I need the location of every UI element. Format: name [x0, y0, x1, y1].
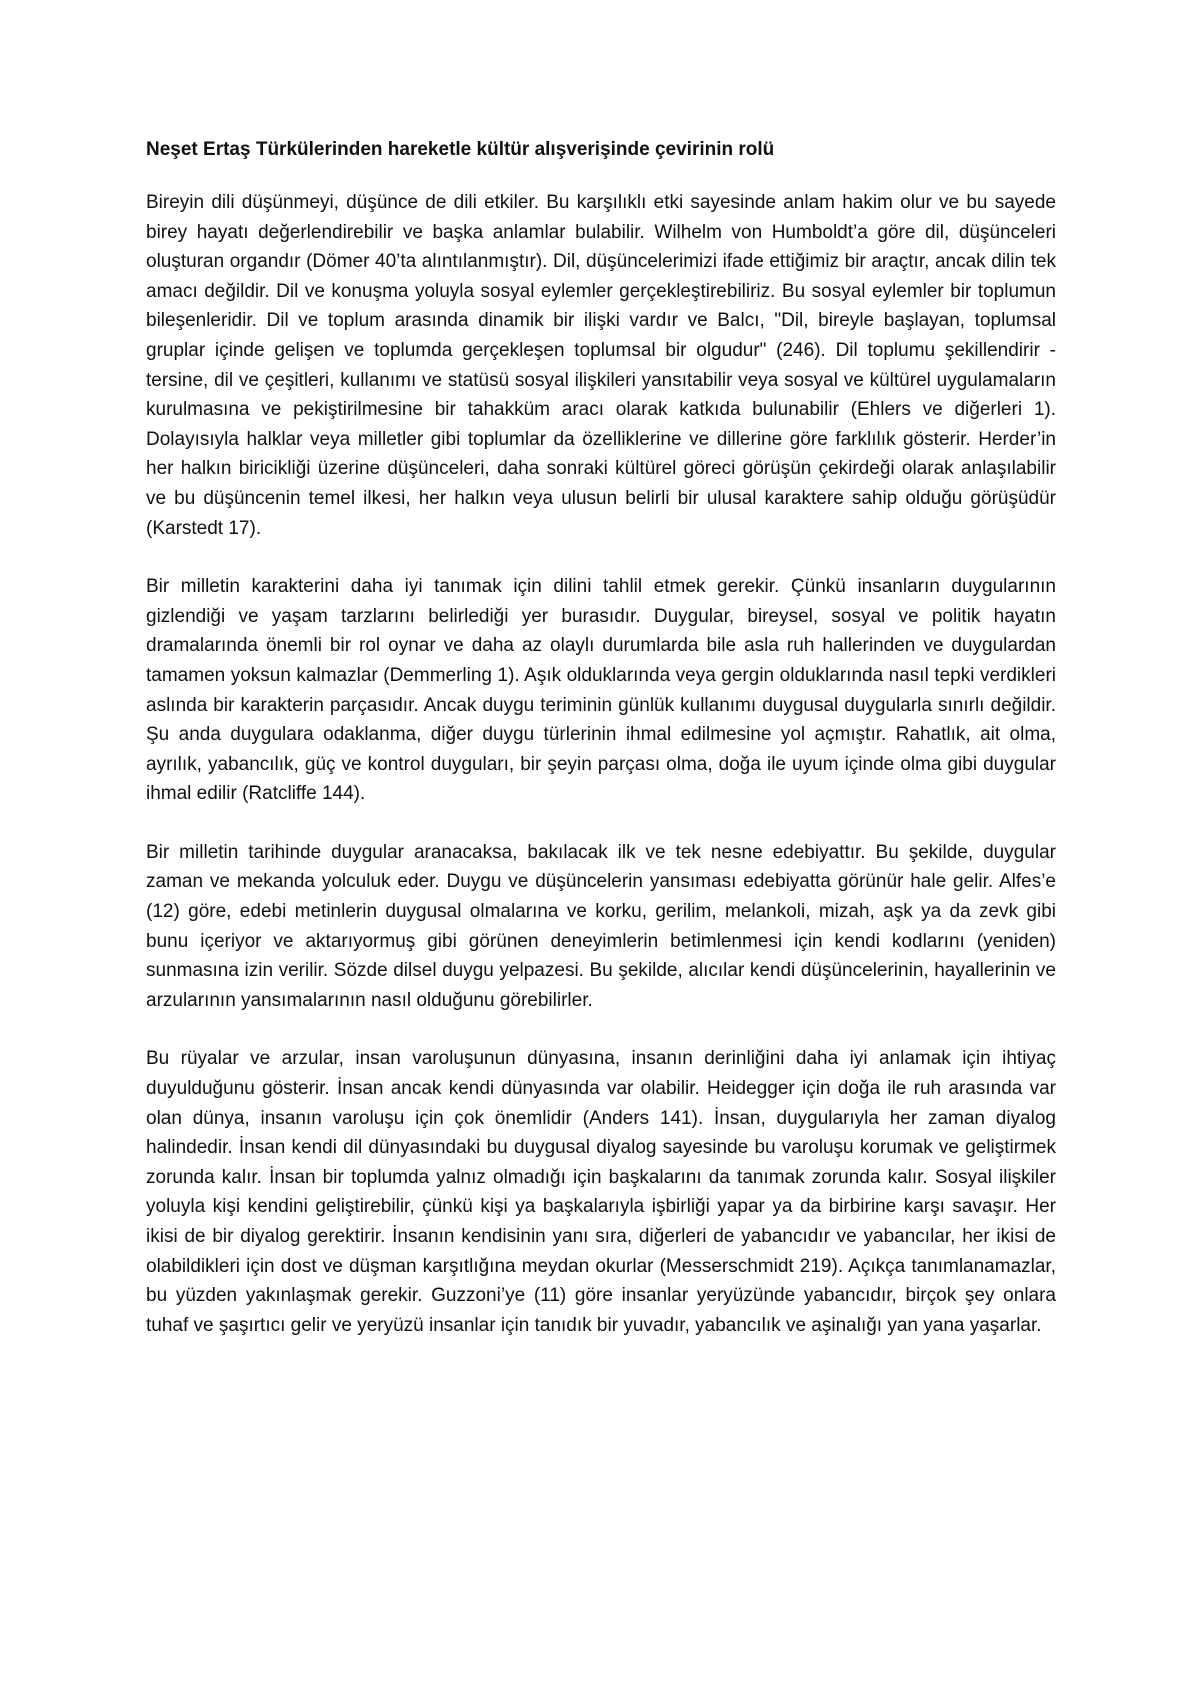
paragraph-3: Bir milletin tarihinde duygular aranacaksa, bakılacak ilk ve tek nesne edebiyattır. Bu şekilde, duygular zaman ve mekanda yolculuk eder. Duygu ve düşüncelerin yansıması edebiyatta görünür hale gelir. Alfes’e (12) göre, edebi metinlerin duygusal olmalarına ve korku, gerilim, melankoli, mizah, aşk ya da zevk gibi bunu içeriyor ve aktarıyormuş gibi görünen deneyimlerin betimlenmesi için kendi kodlarını (yeniden) sunmasına izin verilir. Sözde dilsel duygu yelpazesi. Bu şekilde, alıcılar kendi düşüncelerinin, hayallerinin ve arzularının yansımalarının nasıl olduğunu görebilirler. [146, 841, 1056, 1011]
paragraph-1: Bireyin dili düşünmeyi, düşünce de dili etkiler. Bu karşılıklı etki sayesinde anlam hakim olur ve bu sayede birey hayatı değerlendirebilir ve başka anlamlar bulabilir. Wilhelm von Humboldt’a göre dil, düşünceleri oluşturan organdır (Dömer 40’ta alıntılanmıştır). Dil, düşüncelerimizi ifade ettiğimiz bir araçtır, ancak dilin tek amacı değildir. Dil ve konuşma yoluyla sosyal eylemler gerçekleştirebiliriz. Bu sosyal eylemler bir toplumun bileşenleridir. Dil ve toplum arasında dinamik bir ilişki vardır ve Balcı, "Dil, bireyle başlayan, toplumsal gruplar içinde gelişen ve toplumda gerçekleşen toplumsal bir olgudur" (246). Dil toplumu şekillendirir - tersine, dil ve çeşitleri, kullanımı ve statüsü sosyal ilişkileri yansıtabilir veya sosyal ve kültürel uygulamaların kurulmasına ve pekiştirilmesine bir tahakküm aracı olarak katkıda bulunabilir (Ehlers ve diğerleri 1). Dolayısıyla halklar veya milletler gibi toplumlar da özelliklerine ve dillerine göre farklılık gösterir. Herder’in her halkın biricikliği üzerine düşünceleri, daha sonraki kültürel göreci görüşün çekirdeği olarak anlaşılabilir ve bu düşüncenin temel ilkesi, her halkın veya ulusun belirli bir ulusal karaktere sahip olduğu görüşüdür (Karstedt 17). [146, 192, 1056, 539]
paragraph-2: Bir milletin karakterini daha iyi tanımak için dilini tahlil etmek gerekir. Çünkü insanların duygularının gizlendiği ve yaşam tarzlarını belirlediği yer burasıdır. Duygular, bireysel, sosyal ve politik hayatın dramalarında önemli bir rol oynar ve daha az olaylı durumlarda bile asla ruh hallerinden ve duygulardan tamamen yoksun kalmazlar (Demmerling 1). Aşık olduklarında veya gergin olduklarında nasıl tepki verdikleri aslında bir karakterin parçasıdır. Ancak duygu teriminin günlük kullanımı duygusal duygularla sınırlı değildir. Şu anda duygulara odaklanma, diğer duygu türlerinin ihmal edilmesine yol açmıştır. Rahatlık, ait olma, ayrılık, yabancılık, güç ve kontrol duyguları, bir şeyin parçası olma, doğa ile uyum içinde olma gibi duygular ihmal edilir (Ratcliffe 144). [146, 576, 1056, 805]
document-title: Neşet Ertaş Türkülerinden hareketle kültür alışverişinde çevirinin rolü [146, 139, 775, 160]
paragraph-4: Bu rüyalar ve arzular, insan varoluşunun dünyasına, insanın derinliğini daha iyi anlamak için ihtiyaç duyulduğunu gösterir. İnsan ancak kendi dünyasında var olabilir. Heidegger için doğa ile ruh arasında var olan dünya, insanın varoluşu için çok önemlidir (Anders 141). İnsan, duygularıyla her zaman diyalog halindedir. İnsan kendi dil dünyasındaki bu duygusal diyalog sayesinde bu varoluşu korumak ve geliştirmek zorunda kalır. İnsan bir toplumda yalnız olmadığı için başkalarını da tanımak zorunda kalır. Sosyal ilişkiler yoluyla kişi kendini geliştirebilir, çünkü kişi ya başkalarıyla işbirliği yapar ya da birbirine karşı savaşır. Her ikisi de bir diyalog gerektirir. İnsanın kendisinin yanı sıra, diğerleri de yabancıdır ve yabancılar, her ikisi de olabildikleri için dost ve düşman karşıtlığına meydan okurlar (Messerschmidt 219). Açıkça tanımlanamazlar, bu yüzden yakınlaşmak gerekir. Guzzoni’ye (11) göre insanlar yeryüzünde yabancıdır, birçok şey onlara tuhaf ve şaşırtıcı gelir ve yeryüzü insanlar için tanıdık bir yuvadır, yabancılık ve aşinalığı yan yana yaşarlar. [146, 1048, 1056, 1336]
document-page [146, 136, 1056, 1340]
